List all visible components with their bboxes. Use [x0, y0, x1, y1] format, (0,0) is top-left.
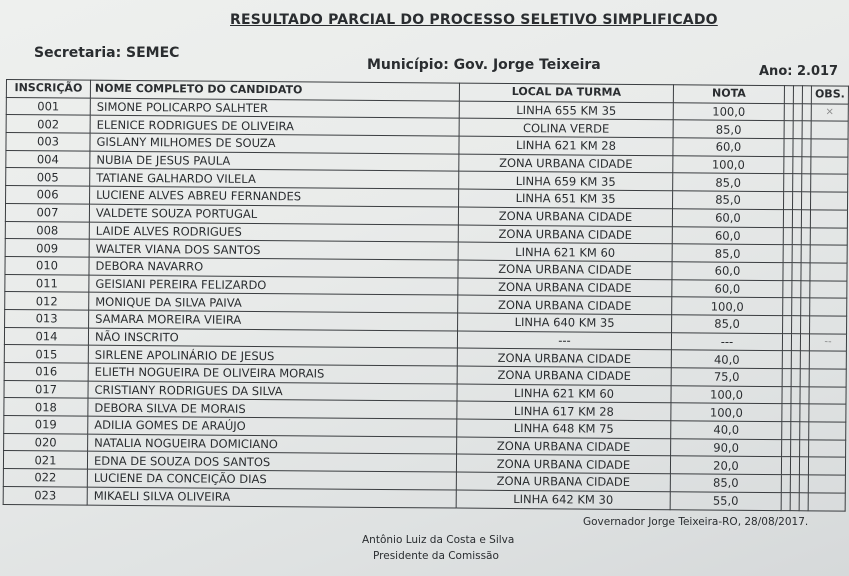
cell-local: ZONA URBANA CIDADE	[458, 225, 672, 244]
cell-nome: VALDETE SOUZA PORTUGAL	[89, 204, 458, 225]
cell-inscricao: 018	[4, 398, 88, 416]
cell-inscricao: 014	[4, 327, 88, 345]
cell-blank-1	[782, 422, 791, 440]
results-table	[3, 79, 849, 511]
cell-nota: 40,0	[671, 350, 782, 369]
cell-nome: LAIDE ALVES RODRIGUES	[89, 222, 458, 243]
cell-local: COLINA VERDE	[459, 118, 673, 137]
cell-nome: LUCIENE DA CONCEIÇÃO DIAS	[87, 469, 456, 490]
cell-nome: EDNA DE SOUZA DOS SANTOS	[87, 452, 456, 473]
cell-blank-3	[802, 121, 811, 139]
cell-blank-1	[781, 475, 790, 493]
secretaria-label: Secretaria: SEMEC	[34, 45, 180, 61]
cell-blank-2	[793, 156, 802, 174]
document-title: RESULTADO PARCIAL DO PROCESSO SELETIVO SIMPLIFICADO	[230, 12, 718, 28]
cell-inscricao: 002	[6, 115, 90, 133]
cell-nota: 85,0	[672, 315, 783, 334]
cell-blank-3	[802, 103, 811, 121]
cell-local: LINHA 642 KM 30	[456, 490, 670, 509]
cell-local: ZONA URBANA CIDADE	[456, 472, 670, 491]
cell-blank-3	[801, 263, 810, 281]
municipio-label: Município: Gov. Jorge Teixeira	[367, 57, 601, 73]
cell-local: ZONA URBANA CIDADE	[457, 348, 671, 367]
header-blank-1	[784, 86, 793, 104]
cell-blank-2	[792, 192, 801, 210]
cell-nome: LUCIENE ALVES ABREU FERNANDES	[90, 186, 459, 207]
cell-nome: ADILIA GOMES DE ARAÚJO	[88, 416, 457, 437]
cell-nome: SAMARA MOREIRA VIEIRA	[89, 310, 458, 331]
cell-blank-2	[791, 422, 800, 440]
cell-blank-1	[784, 103, 793, 121]
cell-nota: 60,0	[672, 226, 783, 245]
cell-blank-3	[799, 493, 808, 511]
cell-blank-1	[784, 174, 793, 192]
cell-blank-1	[783, 192, 792, 210]
cell-obs	[810, 263, 847, 281]
cell-inscricao: 005	[6, 168, 90, 186]
cell-blank-2	[791, 369, 800, 387]
header-blank-2	[793, 86, 802, 104]
cell-nome: SIMONE POLICARPO SALHTER	[90, 98, 459, 119]
cell-obs	[810, 316, 847, 334]
cell-blank-2	[792, 245, 801, 263]
cell-blank-1	[782, 369, 791, 387]
cell-local: ZONA URBANA CIDADE	[458, 207, 672, 226]
cell-obs	[810, 245, 847, 263]
cell-obs	[809, 369, 846, 387]
cell-blank-3	[800, 404, 809, 422]
cell-inscricao: 008	[5, 221, 89, 239]
cell-local: ZONA URBANA CIDADE	[458, 278, 672, 297]
signer-name: Antônio Luiz da Costa e Silva	[362, 534, 515, 546]
cell-inscricao: 003	[6, 133, 90, 151]
cell-inscricao: 010	[5, 256, 89, 274]
cell-blank-1	[783, 298, 792, 316]
cell-obs: --	[809, 333, 846, 351]
cell-blank-3	[800, 333, 809, 351]
cell-obs	[808, 457, 845, 475]
cell-obs	[811, 157, 848, 175]
cell-obs	[811, 139, 848, 157]
cell-obs	[808, 475, 845, 493]
cell-local: ZONA URBANA CIDADE	[459, 154, 673, 173]
cell-inscricao: 020	[4, 433, 88, 451]
cell-inscricao: 013	[5, 309, 89, 327]
cell-inscricao: 023	[3, 486, 87, 504]
cell-inscricao: 001	[6, 97, 90, 115]
cell-blank-3	[801, 210, 810, 228]
cell-blank-1	[782, 439, 791, 457]
cell-local: ZONA URBANA CIDADE	[458, 295, 672, 314]
cell-obs	[810, 192, 847, 210]
cell-obs	[810, 210, 847, 228]
cell-local: ---	[457, 331, 671, 350]
cell-blank-1	[782, 351, 791, 369]
cell-inscricao: 006	[6, 186, 90, 204]
cell-blank-2	[791, 333, 800, 351]
cell-blank-1	[783, 262, 792, 280]
cell-blank-3	[800, 439, 809, 457]
cell-blank-3	[801, 245, 810, 263]
cell-local: ZONA URBANA CIDADE	[457, 437, 671, 456]
cell-blank-3	[801, 280, 810, 298]
cell-inscricao: 019	[4, 416, 88, 434]
header-local: LOCAL DA TURMA	[459, 83, 673, 102]
cell-local: LINHA 648 KM 75	[457, 419, 671, 438]
cell-obs	[809, 422, 846, 440]
cell-inscricao: 021	[3, 451, 87, 469]
cell-inscricao: 015	[4, 345, 88, 363]
cell-nome: CRISTIANY RODRIGUES DA SILVA	[88, 381, 457, 402]
cell-blank-2	[792, 227, 801, 245]
cell-local: LINHA 621 KM 28	[459, 136, 673, 155]
cell-blank-1	[782, 333, 791, 351]
cell-blank-2	[792, 298, 801, 316]
cell-nota: 85,0	[673, 173, 784, 192]
cell-blank-2	[793, 174, 802, 192]
cell-blank-3	[802, 157, 811, 175]
cell-local: LINHA 621 KM 60	[457, 384, 671, 403]
cell-nota: 85,0	[673, 120, 784, 139]
header-nota: NOTA	[673, 85, 784, 104]
header-inscricao: INSCRIÇÃO	[6, 80, 90, 98]
cell-inscricao: 017	[4, 380, 88, 398]
cell-obs	[809, 387, 846, 405]
cell-local: LINHA 659 KM 35	[459, 171, 673, 190]
cell-blank-1	[781, 492, 790, 510]
cell-nome: NÃO INSCRITO	[88, 328, 457, 349]
cell-nota: 100,0	[671, 385, 782, 404]
cell-nota: ---	[671, 332, 782, 351]
cell-inscricao: 016	[4, 362, 88, 380]
cell-blank-2	[790, 475, 799, 493]
cell-obs	[810, 280, 847, 298]
cell-blank-1	[782, 386, 791, 404]
cell-obs	[809, 440, 846, 458]
cell-nome: MONIQUE DA SILVA PAIVA	[89, 292, 458, 313]
cell-obs	[810, 298, 847, 316]
cell-nome: GISLANY MILHOMES DE SOUZA	[90, 133, 459, 154]
cell-nota: 40,0	[671, 421, 782, 440]
cell-obs	[810, 227, 847, 245]
cell-nota: 60,0	[672, 279, 783, 298]
cell-nota: 100,0	[673, 155, 784, 174]
cell-blank-3	[801, 192, 810, 210]
cell-blank-2	[791, 386, 800, 404]
cell-nota: 85,0	[673, 191, 784, 210]
cell-nome: TATIANE GALHARDO VILELA	[90, 169, 459, 190]
cell-nome: MIKAELI SILVA OLIVEIRA	[87, 487, 456, 508]
cell-blank-1	[784, 139, 793, 157]
cell-obs	[808, 493, 845, 511]
cell-nome: ELIETH NOGUEIRA DE OLIVEIRA MORAIS	[88, 363, 457, 384]
cell-blank-2	[793, 139, 802, 157]
cell-obs	[811, 174, 848, 192]
cell-blank-3	[800, 369, 809, 387]
cell-inscricao: 007	[5, 203, 89, 221]
cell-blank-1	[783, 227, 792, 245]
cell-local: LINHA 651 KM 35	[459, 189, 673, 208]
cell-local: LINHA 655 KM 35	[459, 101, 673, 120]
cell-nota: 60,0	[673, 138, 784, 157]
cell-blank-3	[801, 298, 810, 316]
cell-blank-3	[801, 227, 810, 245]
cell-nota: 100,0	[671, 403, 782, 422]
cell-blank-1	[784, 156, 793, 174]
cell-nota: 60,0	[672, 209, 783, 228]
cell-blank-1	[782, 404, 791, 422]
table-body	[3, 97, 848, 510]
cell-nota: 60,0	[672, 262, 783, 281]
cell-obs: ×	[811, 104, 848, 122]
place-date: Governador Jorge Teixeira-RO, 28/08/2017.	[583, 516, 809, 528]
cell-blank-3	[800, 386, 809, 404]
cell-blank-2	[792, 263, 801, 281]
cell-blank-1	[783, 245, 792, 263]
cell-obs	[811, 121, 848, 139]
cell-nota: 75,0	[671, 368, 782, 387]
cell-local: ZONA URBANA CIDADE	[456, 454, 670, 473]
cell-local: LINHA 617 KM 28	[457, 401, 671, 420]
cell-blank-3	[799, 457, 808, 475]
cell-inscricao: 009	[5, 239, 89, 257]
cell-blank-3	[801, 316, 810, 334]
cell-blank-2	[792, 209, 801, 227]
cell-obs	[809, 404, 846, 422]
cell-nota: 20,0	[670, 456, 781, 475]
cell-blank-2	[792, 280, 801, 298]
cell-nota: 55,0	[670, 492, 781, 511]
cell-nota: 85,0	[670, 474, 781, 493]
cell-nome: ELENICE RODRIGUES DE OLIVEIRA	[90, 116, 459, 137]
cell-nome: NATALIA NOGUEIRA DOMICIANO	[88, 434, 457, 455]
cell-nota: 90,0	[671, 438, 782, 457]
cell-nome: DEBORA SILVA DE MORAIS	[88, 399, 457, 420]
ano-label: Ano: 2.017	[759, 64, 839, 79]
header-obs: OBS.	[811, 86, 848, 104]
cell-blank-1	[781, 457, 790, 475]
cell-local: ZONA URBANA CIDADE	[457, 366, 671, 385]
cell-nota: 100,0	[672, 297, 783, 316]
cell-nota: 100,0	[673, 102, 784, 121]
cell-blank-3	[800, 351, 809, 369]
cell-blank-2	[791, 439, 800, 457]
cell-blank-2	[793, 103, 802, 121]
cell-local: ZONA URBANA CIDADE	[458, 260, 672, 279]
cell-inscricao: 004	[6, 150, 90, 168]
cell-blank-1	[783, 316, 792, 334]
cell-local: LINHA 621 KM 60	[458, 242, 672, 261]
cell-nome: NUBIA DE JESUS PAULA	[90, 151, 459, 172]
cell-blank-3	[802, 174, 811, 192]
cell-blank-2	[790, 492, 799, 510]
cell-blank-2	[792, 316, 801, 334]
cell-nome: DEBORA NAVARRO	[89, 257, 458, 278]
cell-nome: WALTER VIANA DOS SANTOS	[89, 239, 458, 260]
cell-obs	[809, 351, 846, 369]
cell-inscricao: 012	[5, 292, 89, 310]
header-blank-3	[802, 86, 811, 104]
cell-blank-2	[791, 404, 800, 422]
cell-nome: GEISIANI PEREIRA FELIZARDO	[89, 275, 458, 296]
cell-blank-1	[783, 209, 792, 227]
cell-blank-3	[800, 422, 809, 440]
cell-blank-3	[799, 475, 808, 493]
cell-blank-2	[793, 121, 802, 139]
cell-blank-2	[791, 351, 800, 369]
cell-nome: SIRLENE APOLINÁRIO DE JESUS	[88, 345, 457, 366]
cell-inscricao: 011	[5, 274, 89, 292]
signer-role: Presidente da Comissão	[373, 550, 499, 562]
cell-blank-3	[802, 139, 811, 157]
cell-blank-2	[790, 457, 799, 475]
cell-local: LINHA 640 KM 35	[458, 313, 672, 332]
cell-inscricao: 022	[3, 469, 87, 487]
cell-nota: 85,0	[672, 244, 783, 263]
header-nome: NOME COMPLETO DO CANDIDATO	[90, 80, 459, 101]
cell-blank-1	[784, 121, 793, 139]
cell-blank-1	[783, 280, 792, 298]
